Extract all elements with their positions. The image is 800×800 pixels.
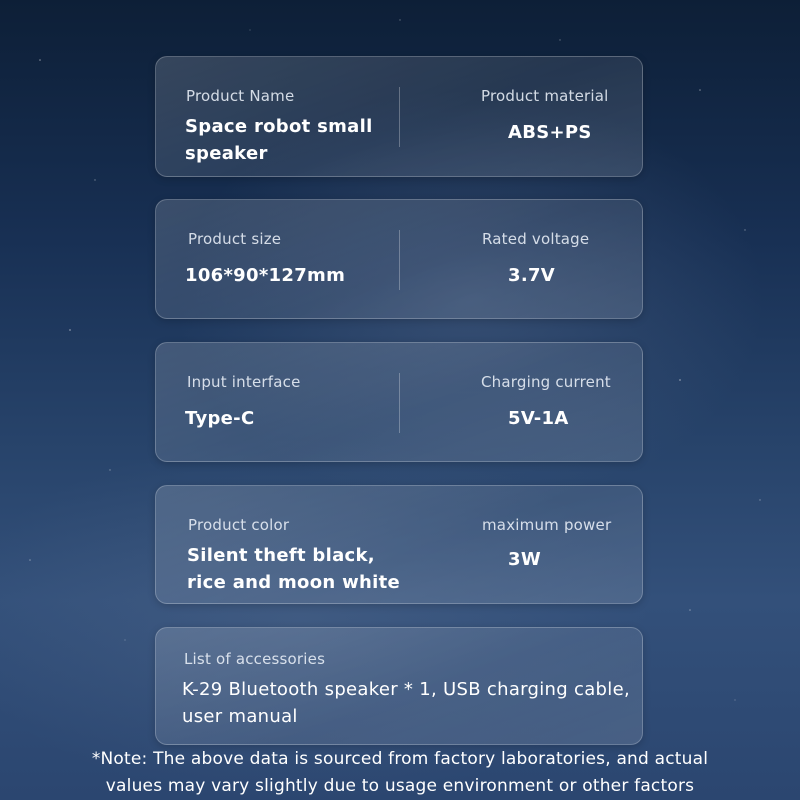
spec-card-color-power: [155, 485, 643, 604]
disclaimer-note-line1: *Note: The above data is sourced from factory laboratories, and actual: [91, 749, 709, 769]
maximum-power-label: maximum power: [482, 516, 612, 534]
spec-card-size-voltage: [155, 199, 643, 319]
product-material-label: Product material: [481, 87, 609, 105]
product-name-value: [185, 113, 385, 167]
accessories-value-line1: K-29 Bluetooth speaker * 1, USB charging cable,: [182, 679, 630, 700]
spec-card-accessories: [155, 627, 643, 745]
disclaimer-note-line2: values may vary slightly due to usage environment or other factors: [105, 776, 695, 796]
input-interface-label: Input interface: [187, 373, 301, 391]
disclaimer-note: [0, 746, 800, 800]
accessories-label: List of accessories: [184, 650, 326, 668]
charging-current-label: Charging current: [481, 373, 611, 391]
card-divider: [399, 373, 400, 433]
product-size-value: 106*90*127mm: [185, 265, 346, 286]
accessories-value: [182, 676, 642, 730]
product-name-value-line2: speaker: [185, 143, 268, 164]
spec-card-name-material: [155, 56, 643, 177]
product-color-label: Product color: [188, 516, 290, 534]
input-interface-value: Type-C: [185, 408, 255, 429]
product-color-value-line2: rice and moon white: [187, 572, 400, 593]
card-divider: [399, 87, 400, 147]
product-name-label: Product Name: [186, 87, 295, 105]
accessories-value-line2: user manual: [182, 706, 298, 727]
spec-card-interface-current: [155, 342, 643, 462]
rated-voltage-value: 3.7V: [508, 265, 556, 286]
charging-current-value: 5V-1A: [508, 408, 569, 429]
product-color-value-line1: Silent theft black,: [187, 545, 375, 566]
rated-voltage-label: Rated voltage: [482, 230, 590, 248]
card-divider: [399, 230, 400, 290]
product-size-label: Product size: [188, 230, 282, 248]
product-color-value: [187, 542, 417, 596]
maximum-power-value: 3W: [508, 549, 541, 570]
product-material-value: ABS+PS: [508, 122, 592, 143]
product-name-value-line1: Space robot small: [185, 116, 373, 137]
